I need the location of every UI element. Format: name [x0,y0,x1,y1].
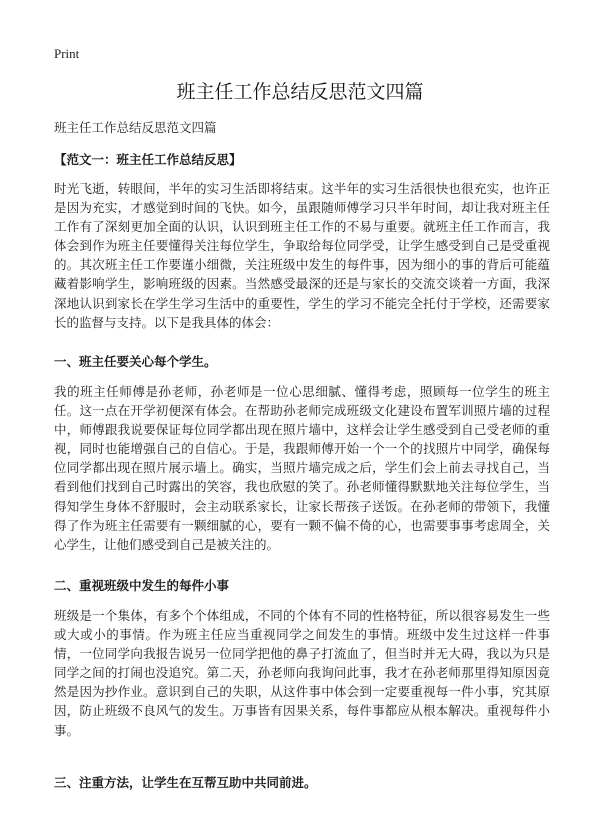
section-heading-2: 二、重视班级中发生的每件小事 [54,578,230,593]
section-heading-3: 三、注重方法，让学生在互帮互助中共同前进。 [54,775,317,790]
section-paragraph-1: 我的班主任师傅是孙老师，孙老师是一位心思细腻、懂得考虑，照顾每一位学生的班主任。这一点在开学初便深有体会。在帮助孙老师完成班级文化建设布置军训照片墙的过程中，师傅跟我说要保证每位同学都出现在照片墙中，这样会让学生感受到自己受老师的重视，同时也能增强自己的自信心。于是，我跟师傅开始一个一个的找照片中同学，确保每位同学都出现在照片展示墙上。确实，当照片墙完成之后，学生们会上前去寻找自己，当看到他们找到自己时露出的笑容，我也欣慰的笑了。孙老师懂得默默地关注每位学生，当得知学生身体不舒服时，会主动联系家长，让家长帮孩子送饭。在孙老师的带领下，我懂得了作为班主任需要有一颗细腻的心，要有一颗不偏不倚的心，也需要事事考虑周全，关心学生，让他们感受到自己是被关注的。 [54,384,550,552]
intro-paragraph: 时光飞逝，转眼间，半年的实习生活即将结束。这半年的实习生活很快也很充实，也许正是因为充实，才感觉到时间的飞快。如今，虽跟随师傅学习只半年时间，却让我对班主任工作有了深刻更加全面的认识，认识到班主任工作的不易与重要。就班主任工作而言，我体会到作为班主任要懂得关注每位学生，争取给每位同学受，让学生感受到自己是受重视的。其次班主任工作要谨小细微，关注班级中发生的每件事，因为细小的事的背后可能蕴藏着影响学生，影响班级的因素。当然感受最深的还是与家长的交流交谈着一方面，我深深地认识到家长在学生学习生活中的重要性，学生的学习不能完全托付于学校，还需要家长的监督与支持。以下是我具体的体会： [54,181,550,330]
page-title: 班主任工作总结反思范文四篇 [176,81,424,103]
section-paragraph-2: 班级是一个集体，有多个个体组成，不同的个体有不同的性格特征，所以很容易发生一些或大或小的事情。作为班主任应当重视同学之间发生的事情。班级中发生过这样一件事情，一位同学向我报告说另一位同学把他的鼻子打流血了，但当时并无大碍，我以为只是同学之间的打闹也没追究。第二天，孙老师向我询问此事，我才在孙老师那里得知原因竟然是因为抄作业。意识到自己的失职，从这件事中体会到一定要重视每一件小事，究其原因，防止班级不良风气的发生。万事皆有因果关系，每件事都应从根本解决。重视每件小事。 [54,608,550,738]
section-heading-1: 一、班主任要关心每个学生。 [54,354,217,369]
print-link[interactable]: Print [54,46,80,61]
fanwen-heading: 【范文一：班主任工作总结反思】 [54,152,242,167]
document-subtitle: 班主任工作总结反思范文四篇 [54,120,217,135]
